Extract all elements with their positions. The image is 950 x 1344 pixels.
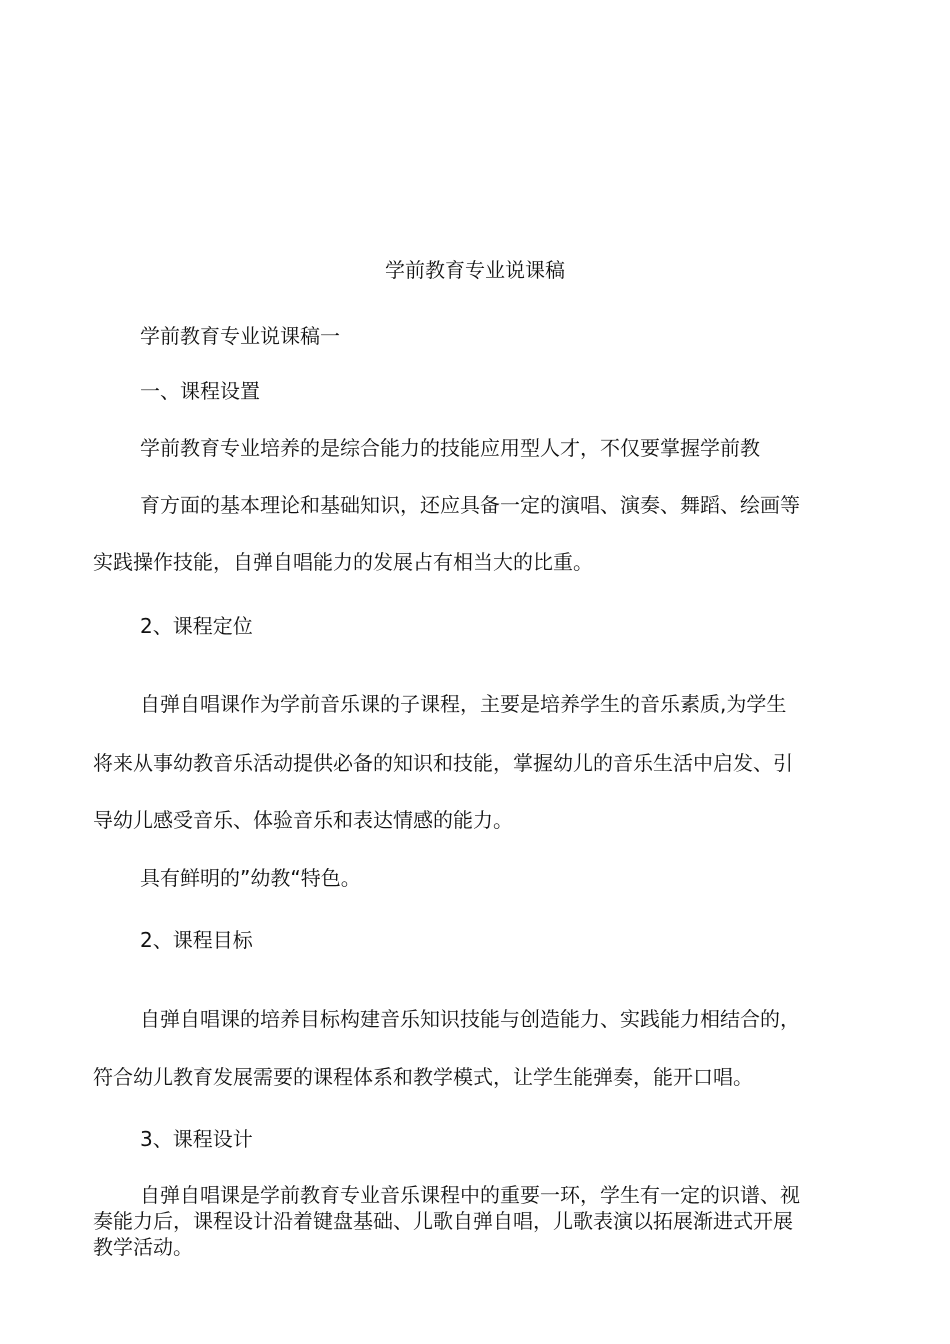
section-heading: 一、课程设置	[140, 379, 260, 403]
paragraph-line: 教学活动。	[93, 1235, 193, 1259]
paragraph-line: 学前教育专业培养的是综合能力的技能应用型人才，不仅要掌握学前教	[140, 436, 760, 460]
document-title: 学前教育专业说课稿	[385, 258, 565, 282]
paragraph-line: 奏能力后，课程设计沿着键盘基础、儿歌自弹自唱，儿歌表演以拓展渐进式开展	[93, 1209, 793, 1233]
paragraph-line: 实践操作技能，自弹自唱能力的发展占有相当大的比重。	[93, 550, 593, 574]
section-heading: 2、课程目标	[140, 928, 253, 952]
paragraph-line: 自弹自唱课是学前教育专业音乐课程中的重要一环，学生有一定的识谱、视	[140, 1183, 800, 1207]
section-heading: 2、课程定位	[140, 614, 253, 638]
paragraph-line: 符合幼儿教育发展需要的课程体系和教学模式，让学生能弹奏，能开口唱。	[93, 1065, 753, 1089]
paragraph-line: 将来从事幼教音乐活动提供必备的知识和技能，掌握幼儿的音乐生活中启发、引	[93, 751, 793, 775]
paragraph-line: 导幼儿感受音乐、体验音乐和表达情感的能力。	[93, 808, 513, 832]
paragraph-line: 自弹自唱课的培养目标构建音乐知识技能与创造能力、实践能力相结合的，	[140, 1007, 800, 1031]
paragraph-line: 自弹自唱课作为学前音乐课的子课程，主要是培养学生的音乐素质,为学生	[140, 692, 787, 716]
document-subtitle: 学前教育专业说课稿一	[140, 324, 340, 348]
paragraph-line: 具有鲜明的”幼教“特色。	[140, 866, 361, 890]
paragraph-line: 育方面的基本理论和基础知识，还应具备一定的演唱、演奏、舞蹈、绘画等	[140, 493, 800, 517]
section-heading: 3、课程设计	[140, 1127, 253, 1151]
